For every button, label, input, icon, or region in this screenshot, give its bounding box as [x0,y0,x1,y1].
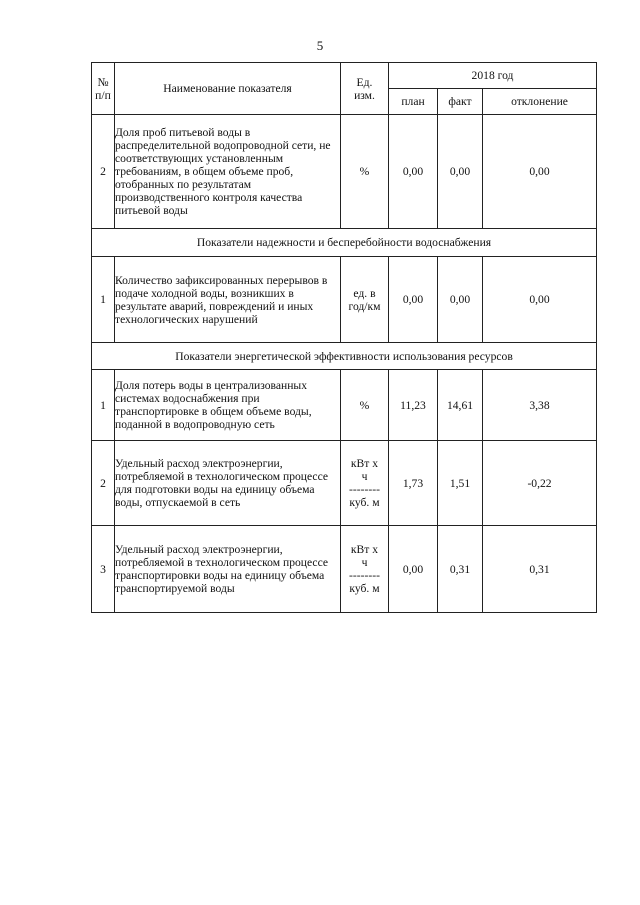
unit-line: ч [361,556,368,569]
header-unit [341,63,389,115]
row-fact: 14,61 [438,370,483,441]
section-row [92,229,597,257]
row-plan: 0,00 [389,526,438,613]
row-deviation: 3,38 [483,370,597,441]
page-number: 5 [316,38,324,53]
unit-divider: -------- [349,483,380,496]
table-row [92,370,597,441]
row-num: 2 [92,115,115,229]
indicators-table [91,62,597,613]
row-num: 1 [92,370,115,441]
table-row [92,257,597,343]
header-unit-l1: Ед. [356,75,373,89]
header-deviation: отклонение [483,89,597,115]
table-row [92,115,597,229]
header-row-top [92,63,597,89]
row-plan: 0,00 [389,257,438,343]
section-reliability-title: Показатели надежности и бесперебойности водоснабжения [92,229,597,257]
unit-line: ед. в [353,286,376,300]
header-fact: факт [438,89,483,115]
header-num-symbol: № [97,75,109,89]
row-name: Доля проб питьевой воды в распределительной водопроводной сети, не соответствующих установленным требованиям, в общем объеме проб, отобранных по результатам производственного контроля качества питьевой воды [115,115,341,229]
header-plan: план [389,89,438,115]
unit-line: куб. м [349,496,380,509]
row-deviation: 0,00 [483,115,597,229]
row-fact: 0,00 [438,115,483,229]
unit-divider: -------- [349,569,380,582]
row-unit: % [341,115,389,229]
header-num-abbr: п/п [95,88,111,102]
header-year: 2018 год [389,63,597,89]
unit-line: год/км [348,299,381,313]
unit-line: кВт х [350,457,379,470]
row-name: Удельный расход электроэнергии, потребляемой в технологическом процессе для подготовки воды на единицу объема воды, отпускаемой в сеть [115,441,341,526]
row-plan: 0,00 [389,115,438,229]
row-plan: 1,73 [389,441,438,526]
table-row [92,441,597,526]
section-row [92,343,597,370]
row-unit: % [341,370,389,441]
row-num: 3 [92,526,115,613]
row-deviation: 0,00 [483,257,597,343]
row-name: Доля потерь воды в централизованных системах водоснабжения при транспортировке в общем объеме воды, поданной в водопроводную сеть [115,370,341,441]
row-num: 1 [92,257,115,343]
header-unit-l2: изм. [354,88,375,102]
unit-line: ч [361,470,368,483]
row-plan: 11,23 [389,370,438,441]
row-unit [341,257,389,343]
row-unit [341,441,389,526]
row-fact: 0,31 [438,526,483,613]
header-name: Наименование показателя [115,63,341,115]
row-fact: 1,51 [438,441,483,526]
section-energy-title: Показатели энергетической эффективности использования ресурсов [92,343,597,370]
table-row [92,526,597,613]
unit-line: кВт х [350,543,379,556]
row-name: Удельный расход электроэнергии, потребляемой в технологическом процессе транспортировки воды на единицу объема транспортируемой воды [115,526,341,613]
row-name: Количество зафиксированных перерывов в подаче холодной воды, возникших в результате аварий, повреждений и иных технологических нарушений [115,257,341,343]
header-num [92,63,115,115]
unit-line: куб. м [349,582,380,595]
row-fact: 0,00 [438,257,483,343]
row-num: 2 [92,441,115,526]
row-deviation: -0,22 [483,441,597,526]
row-deviation: 0,31 [483,526,597,613]
row-unit [341,526,389,613]
